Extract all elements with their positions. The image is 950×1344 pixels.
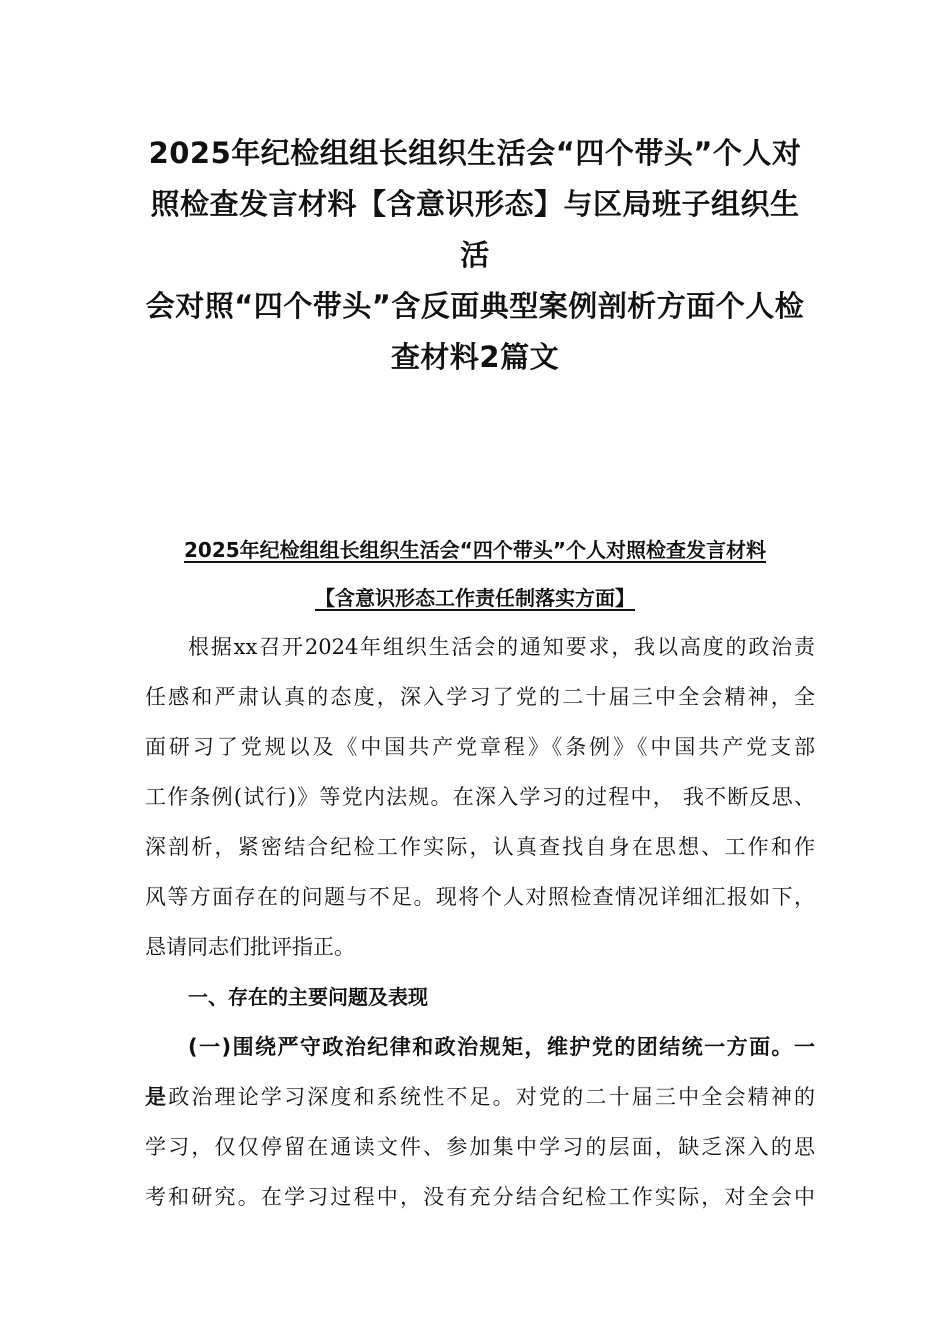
title-line: 查材料2篇文 <box>390 340 560 374</box>
title-line: 会对照“四个带头”含反面典型案例剖析方面个人检 <box>145 289 805 323</box>
bold-lead: 是 <box>145 1085 169 1109</box>
intro-line: 深剖析，紧密结合纪检工作实际，认真查找自身在思想、工作和作 <box>145 835 815 859</box>
intro-line: 风等方面存在的问题与不足。现将个人对照检查情况详细汇报如下， <box>145 885 815 909</box>
paragraph-text: 政治理论学习深度和系统性不足。对党的二十届三中全会精神的 <box>168 1085 816 1109</box>
intro-line: 任感和严肃认真的态度，深入学习了党的二十届三中全会精神，全 <box>145 685 815 709</box>
section-title <box>100 536 850 564</box>
sub-heading: (一)围绕严守政治纪律和政治规矩，维护党的团结统一方面。一 <box>188 1035 815 1059</box>
intro-line: 面研习了党规以及《中国共产党章程》《条例》《中国共产党支部 <box>145 735 815 759</box>
title-line: 照检查发言材料【含意识形态】与区局班子组织生活 <box>150 187 800 272</box>
document-title <box>140 128 810 383</box>
intro-line: 恳请同志们批评指正。 <box>145 935 355 959</box>
section-heading: 一、存在的主要问题及表现 <box>188 985 428 1009</box>
paragraph-line: 学习，仅仅停留在通读文件、参加集中学习的层面，缺乏深入的思 <box>145 1135 815 1159</box>
section-subtitle <box>100 584 850 612</box>
section-title-text: 2025年纪检组组长组织生活会“四个带头”个人对照检查发言材料 <box>184 538 766 562</box>
intro-line: 根据xx召开2024年组织生活会的通知要求，我以高度的政治责 <box>188 635 815 659</box>
document-body <box>145 632 815 1232</box>
section-subtitle-text: 【含意识形态工作责任制落实方面】 <box>315 586 635 610</box>
intro-line: 工作条例(试行)》等党内法规。在深入学习的过程中， 我不断反思、 <box>145 785 815 809</box>
paragraph-line: 考和研究。在学习过程中，没有充分结合纪检工作实际，对全会中 <box>145 1185 815 1209</box>
title-line: 2025年纪检组组长组织生活会“四个带头”个人对 <box>148 136 802 170</box>
paragraph-line <box>145 1082 815 1132</box>
